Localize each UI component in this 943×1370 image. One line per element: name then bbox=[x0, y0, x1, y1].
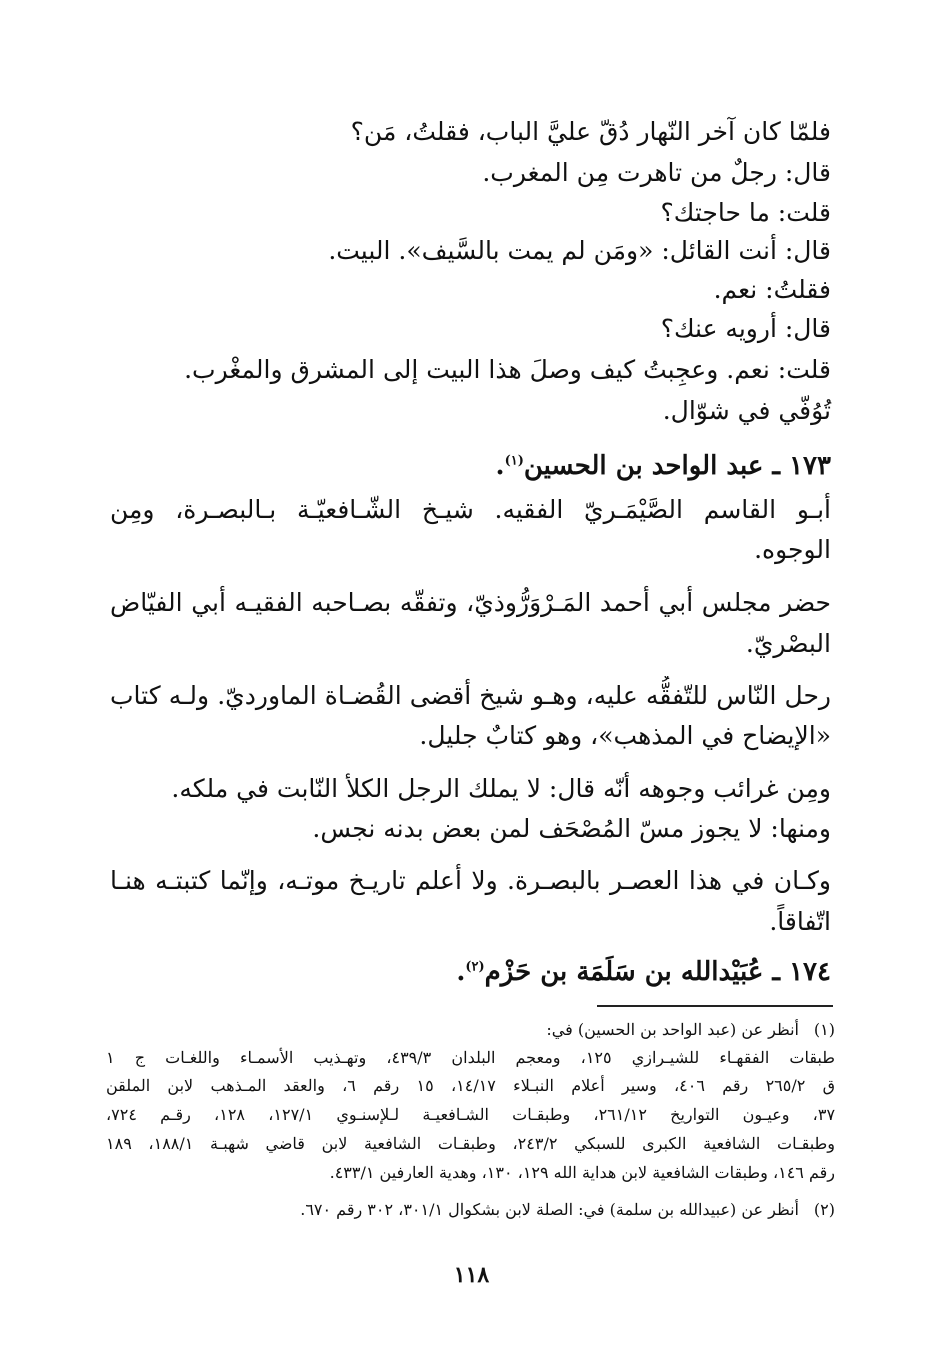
entry-heading-end: . bbox=[495, 451, 505, 481]
footnote-number: (١) bbox=[813, 1020, 835, 1039]
paragraph-line: وكـان في هذا العصـر بالبصـرة. ولا أعلم تاريـخ موتـه، وإنّما كتبتـه هنـا bbox=[110, 866, 831, 895]
paragraph-line: رحل النّاس للتّفقُّه عليه، وهـو شيخ أقضى القُضـاة الماورديّ. ولـه كتاب bbox=[110, 681, 831, 710]
body-line: فقلتُ: نعم. bbox=[713, 275, 831, 304]
footnote-divider bbox=[597, 1005, 833, 1007]
page-number: ١١٨ bbox=[453, 1262, 490, 1288]
body-line: قال: رجلٌ من تاهرت مِن المغرب. bbox=[482, 158, 831, 187]
footnote-line: ٣٧، وعيـون التواريخ ٢٦١/١٢، وطبقـات الشـافعيـة لـلإسنـوي ١٢٧/١، ١٢٨، رقـم ٧٢٤، bbox=[106, 1105, 835, 1124]
footnote-ref: (٢) bbox=[465, 959, 485, 975]
paragraph-line: أبـو القاسم الصَّيْمَـريّ الفقيه. شيـخ الشّـافعيّـة بـالبصـرة، ومِن bbox=[110, 495, 831, 524]
footnote-line: رقم ١٤٦، وطبقات الشافعية لابن هداية الله ١٢٩، ١٣٠، وهدية العارفين ٤٣٣/١. bbox=[329, 1163, 835, 1182]
footnote-text: أنظر عن (عبد الواحد بن الحسين) في: bbox=[546, 1020, 799, 1039]
paragraph-line: الوجوه. bbox=[754, 535, 831, 564]
paragraph-line: البصْريّ. bbox=[745, 629, 831, 658]
body-line: تُوُفّي في شوّال. bbox=[662, 396, 831, 425]
footnote-line: وطبقـات الشافعية الكبرى للسبكي ٢٤٣/٢، وطبقـات الشافعية لابن قاضي شهبـة ١٨٨/١، ١٨٩ bbox=[106, 1134, 835, 1153]
body-line: قال: أنت القائل: «ومَن لم يمت بالسَّيف». البيت. bbox=[328, 236, 831, 265]
entry-heading-text: ١٧٣ ـ عبد الواحد بن الحسين bbox=[523, 451, 831, 481]
entry-heading bbox=[496, 446, 831, 486]
paragraph-line: ومِن غرائب وجوهه أنّه قال: لا يملك الرجل الكلأ النّابت في ملكه. bbox=[171, 774, 831, 803]
footnote-text: أنظر عن (عبيدالله بن سلمة) في: الصلة لابن بشكوال ٣٠١/١، ٣٠٢ رقم ٦٧٠. bbox=[300, 1200, 799, 1219]
paragraph-line: حضر مجلس أبي أحمد المَـرْوَرُّوذيّ، وتفقّه بصـاحبه الفقيـه أبي الفيّاض bbox=[110, 588, 831, 617]
footnote-line bbox=[300, 1196, 835, 1224]
footnote-number: (٢) bbox=[813, 1200, 835, 1219]
footnote-line: طبقات الفقهـاء للشيـرازي ١٢٥، ومعجم البلدان ٤٣٩/٣، وتهـذيب الأسمـاء واللغـات ج ١ bbox=[106, 1048, 835, 1067]
body-line: فلمّا كان آخر النّهار دُقّ عليَّ الباب، فقلتُ، مَن؟ bbox=[350, 117, 831, 146]
body-line: قلت: ما حاجتك؟ bbox=[660, 198, 831, 227]
footnote-line bbox=[546, 1016, 835, 1044]
paragraph-line: «الإيضاح في المذهب»، وهو كتابٌ جليل. bbox=[419, 721, 831, 750]
footnote-ref: (١) bbox=[504, 453, 524, 469]
body-line: قلت: نعم. وعجِبتُ كيف وصلَ هذا البيت إلى المشرق والمغْرب. bbox=[184, 355, 831, 384]
body-line: قال: أرويه عنك؟ bbox=[660, 314, 831, 343]
entry-heading-text: ١٧٤ ـ عُبَيْدالله بن سَلَمَة بن حَزْم bbox=[484, 957, 831, 987]
paragraph-line: اتّفاقاً. bbox=[769, 907, 831, 936]
paragraph-line: ومنها: لا يجوز مسّ المُصْحَف لمن بعض بدنه نجس. bbox=[312, 814, 831, 843]
footnote-line: ق ٢٦٥/٢ رقم ٤٠٦، وسير أعلام النبـلاء ١٤/١٧، ١٥ رقم ٦، والعقد المـذهب لابن الملقن bbox=[106, 1076, 835, 1095]
entry-heading-end: . bbox=[456, 957, 466, 987]
entry-heading bbox=[456, 952, 831, 992]
